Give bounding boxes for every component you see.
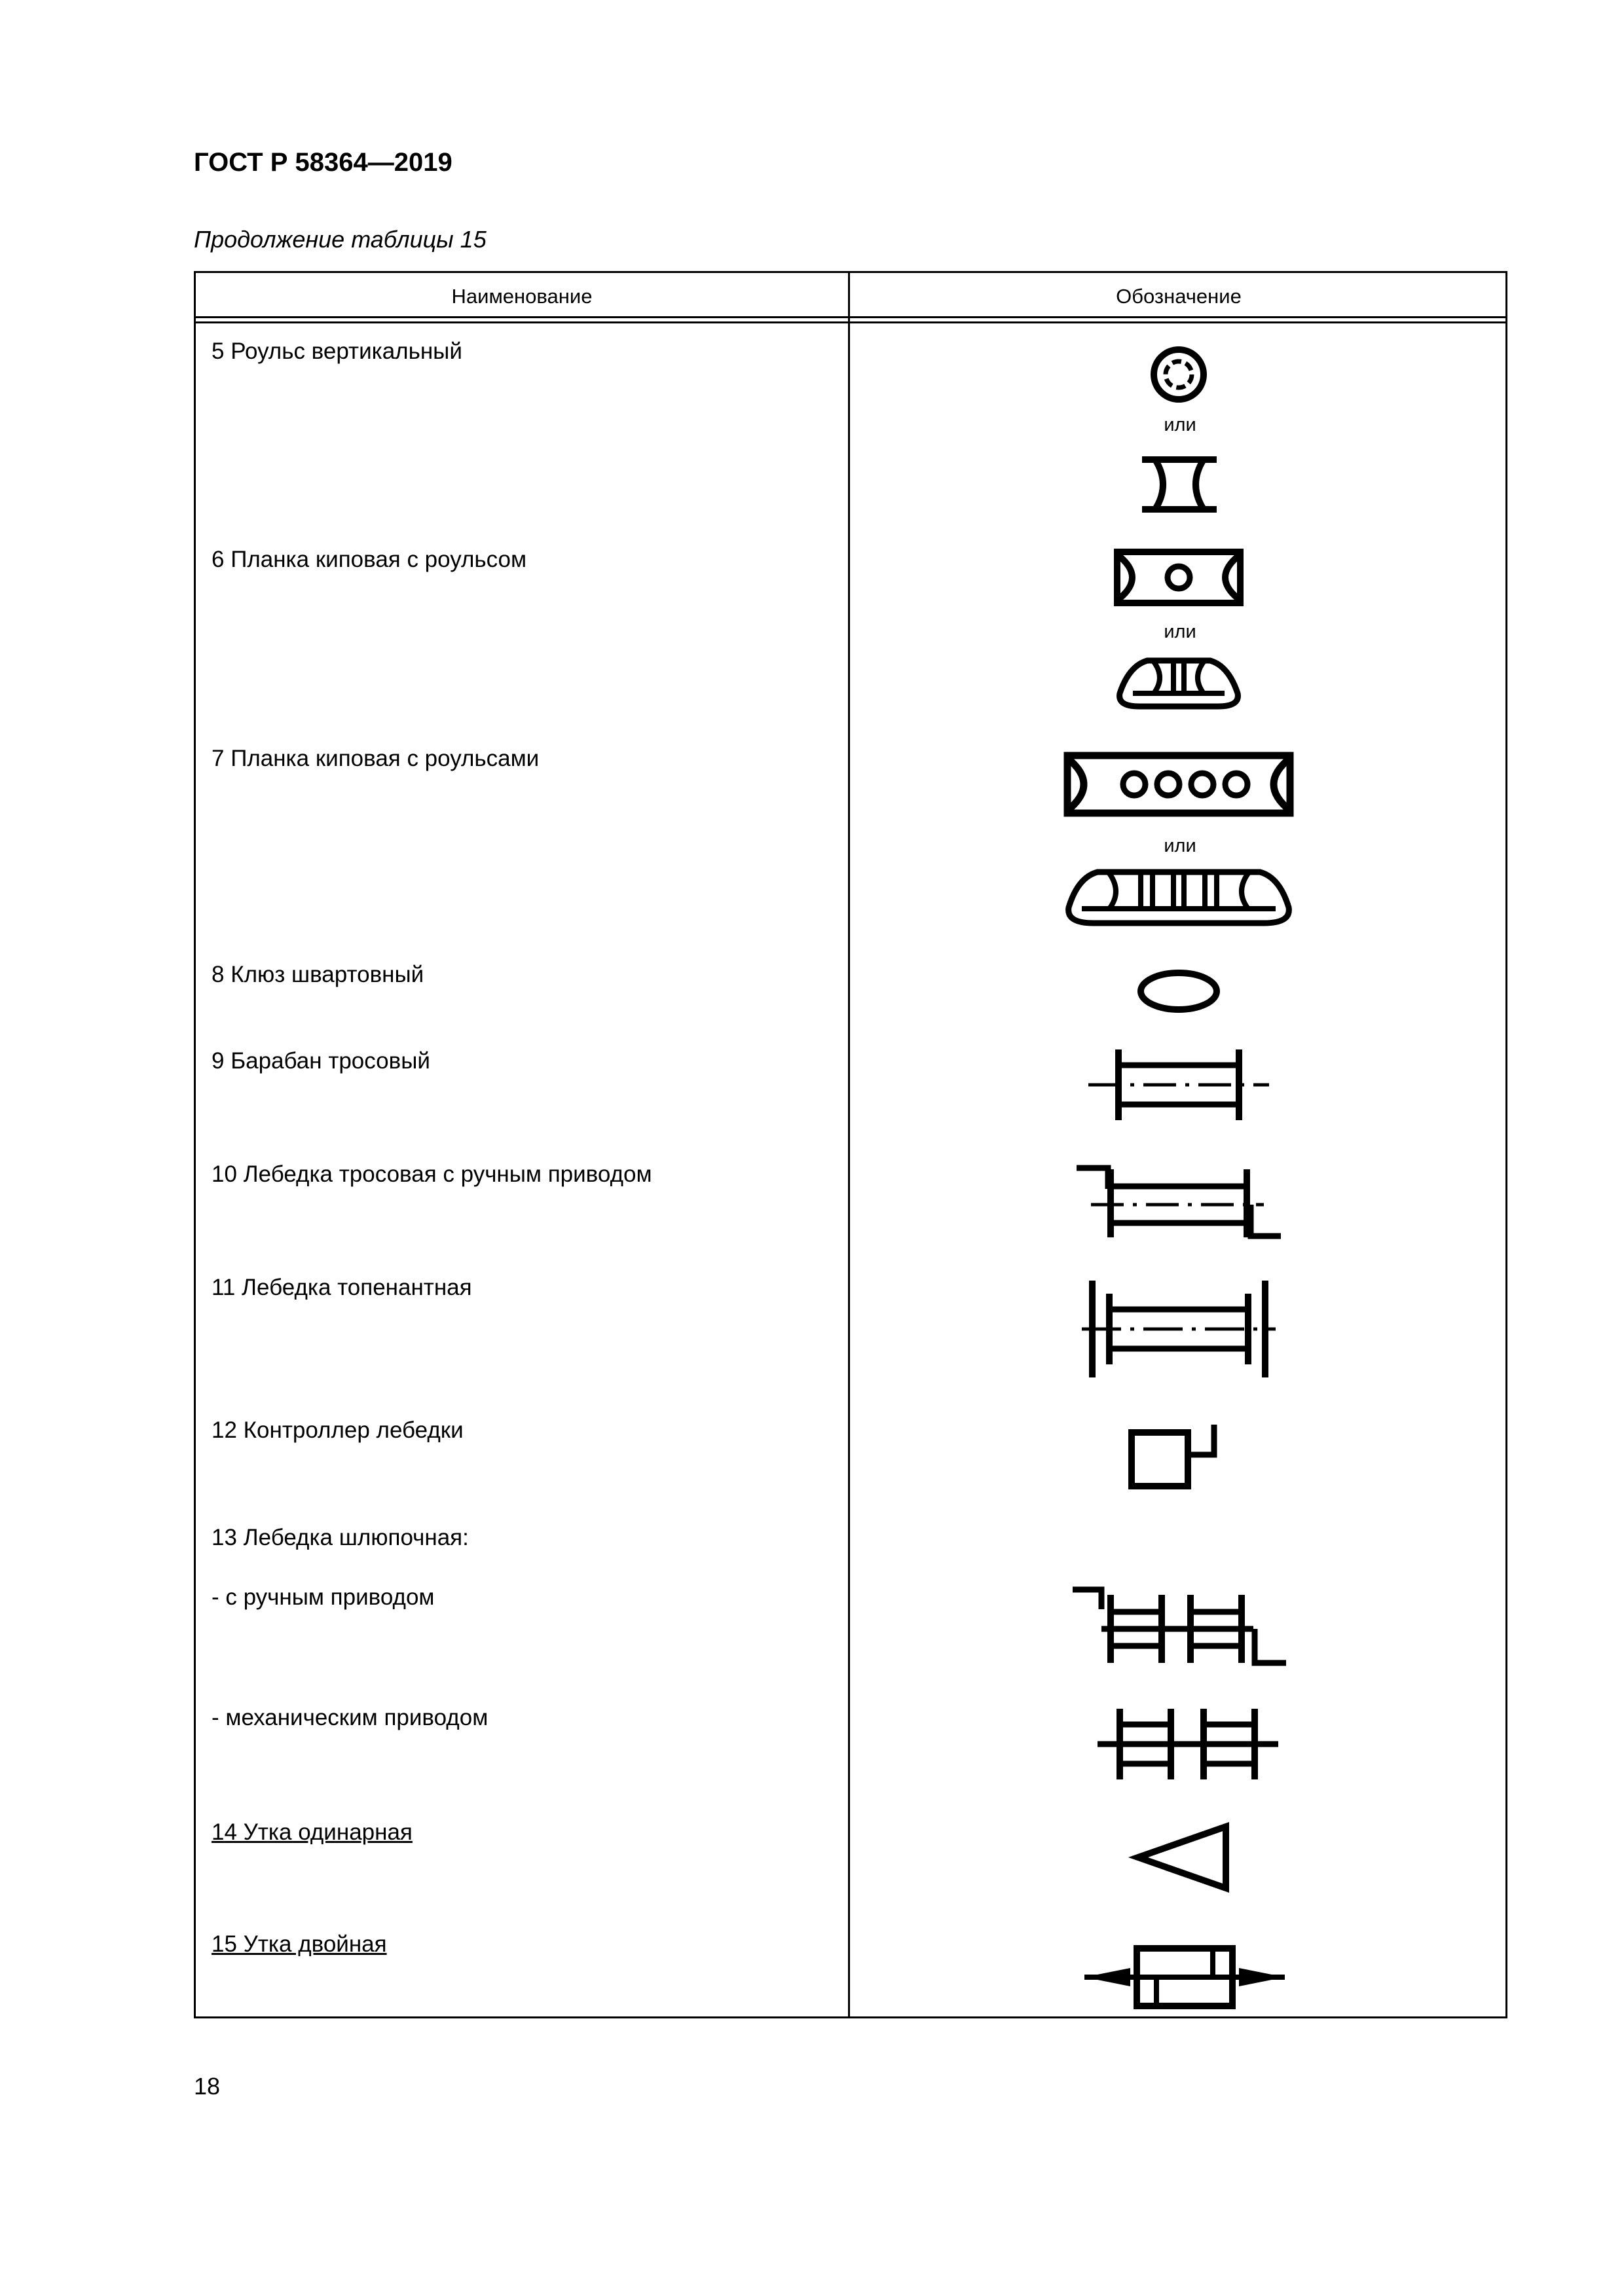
row-label-5: 5 Роульс вертикальный xyxy=(212,338,462,364)
row-label-11: 11 Лебедка топенантная xyxy=(212,1275,472,1300)
vertical-roller-icon xyxy=(1146,342,1211,407)
vertical-roller-icon xyxy=(1137,452,1222,517)
fairlead-plate-roller-icon xyxy=(1113,548,1244,607)
header-rule-double xyxy=(196,321,1505,323)
row-label-13: 13 Лебедка шлюпочная: xyxy=(212,1525,469,1550)
boat-winch-hand-icon xyxy=(1070,1586,1290,1667)
topping-winch-icon xyxy=(1082,1277,1276,1381)
single-cleat-icon xyxy=(1130,1821,1235,1893)
row-label-13b: - механическим приводом xyxy=(212,1705,489,1730)
hand-rope-winch-icon xyxy=(1074,1163,1283,1241)
row-label-6: 6 Планка киповая с роульсом xyxy=(212,547,527,572)
page-number: 18 xyxy=(194,2073,221,2100)
row-label-10: 10 Лебедка тросовая с ручным приводом xyxy=(212,1161,652,1187)
or-label: или xyxy=(1164,835,1196,856)
mooring-chock-icon xyxy=(1133,965,1225,1017)
fairlead-plate-rollers-icon xyxy=(1063,866,1294,928)
column-header-symbol: Обозначение xyxy=(1116,285,1242,308)
or-label: или xyxy=(1164,621,1196,642)
row-label-8: 8 Клюз швартовный xyxy=(212,962,424,987)
or-label: или xyxy=(1164,414,1196,435)
row-label-15: 15 Утка двойная xyxy=(212,1931,387,1957)
table-caption: Продолжение таблицы 15 xyxy=(194,226,487,253)
row-label-7: 7 Планка киповая с роульсами xyxy=(212,746,540,771)
column-divider xyxy=(848,273,850,2016)
fairlead-plate-rollers-icon xyxy=(1063,752,1294,817)
row-label-12: 12 Контроллер лебедки xyxy=(212,1417,464,1443)
document-code: ГОСТ Р 58364—2019 xyxy=(194,148,452,177)
row-label-14: 14 Утка одинарная xyxy=(212,1819,413,1845)
header-rule xyxy=(196,316,1505,318)
symbols-table xyxy=(194,271,1507,2018)
row-label-9: 9 Барабан тросовый xyxy=(212,1048,430,1074)
boat-winch-mech-icon xyxy=(1098,1705,1278,1783)
rope-drum-icon xyxy=(1088,1046,1269,1124)
row-label-13a: - с ручным приводом xyxy=(212,1584,435,1610)
fairlead-plate-roller-icon xyxy=(1113,653,1244,712)
column-header-name: Наименование xyxy=(451,285,593,308)
winch-controller-icon xyxy=(1128,1422,1226,1490)
double-cleat-icon xyxy=(1083,1943,1286,2011)
